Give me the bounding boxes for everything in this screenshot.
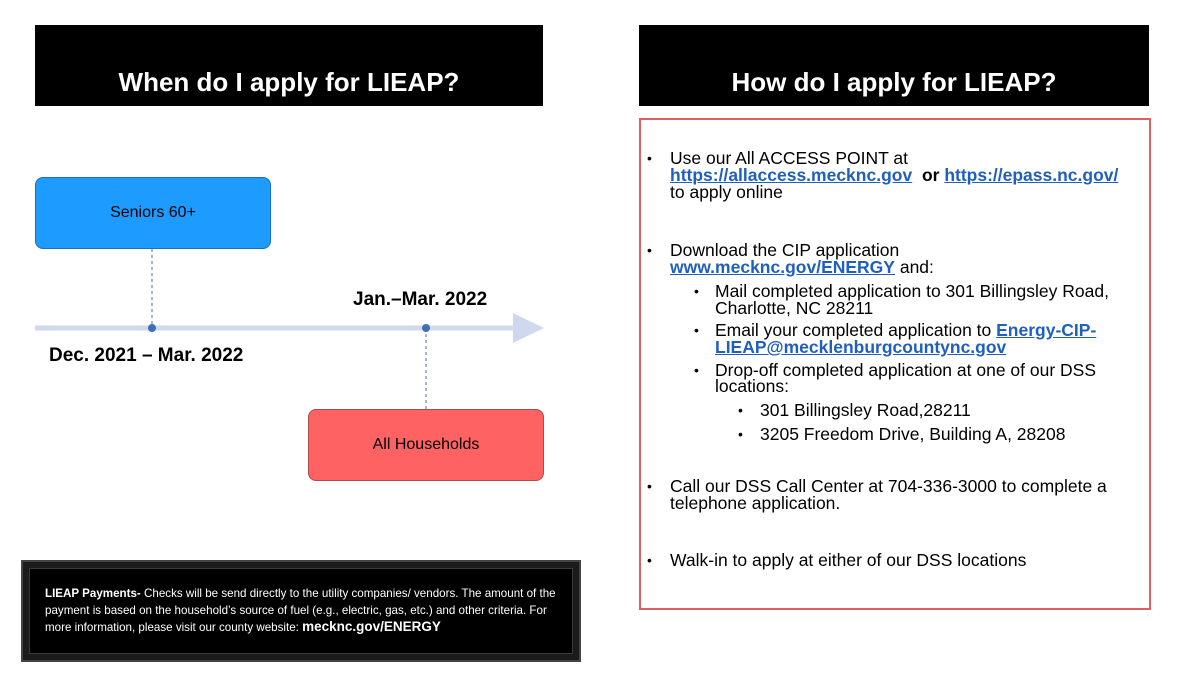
call-line1: Call our DSS Call Center at 704-336-3000 to complete a [670, 476, 1107, 496]
how-apply-header [639, 25, 1149, 106]
seniors-marker [148, 324, 156, 332]
and-label: and: [894, 257, 934, 277]
email-link-part2[interactable]: LIEAP@mecklenburgcountync.gov [715, 337, 1007, 357]
item2-line2 [670, 259, 934, 277]
email-line2 [715, 339, 1006, 357]
seniors-box [35, 177, 271, 249]
all-households-label: All Households [372, 436, 480, 453]
location-2: 3205 Freedom Drive, Building A, 28208 [760, 424, 1066, 444]
payments-website-link[interactable]: mecknc.gov/ENERGY [302, 619, 441, 634]
allaccess-link[interactable]: https://allaccess.mecknc.gov [670, 165, 913, 185]
walkin-line: Walk-in to apply at either of our DSS locations [670, 550, 1027, 570]
payments-body: Checks will be send directly to the utility companies/ vendors. The amount of the payment is based on the household’s source of fuel (e.g., electric, gas, etc.) and other criteria. For more information, please visit our county website: [45, 587, 556, 634]
dropoff-line2: locations: [715, 376, 789, 396]
bullet-icon: • [647, 478, 652, 494]
payments-title: LIEAP Payments- [45, 587, 141, 600]
item1-line3: to apply online [670, 182, 783, 202]
payments-info-box [21, 560, 581, 662]
call-line2: telephone application. [670, 493, 841, 513]
date-range-all: Jan.–Mar. 2022 [353, 289, 488, 310]
email-link-part1[interactable]: Energy-CIP- [996, 320, 1097, 340]
energy-link[interactable]: www.mecknc.gov/ENERGY [670, 257, 895, 277]
or-label: or [921, 165, 940, 185]
bullet-icon: • [694, 362, 699, 378]
payments-text [45, 586, 565, 637]
bullet-icon: • [738, 402, 743, 418]
bullet-icon: • [647, 552, 652, 568]
bullet-icon: • [694, 283, 699, 299]
item2-line1: Download the CIP application [670, 240, 900, 260]
mail-line2: Charlotte, NC 28211 [715, 298, 874, 318]
all-marker [422, 324, 430, 332]
location-1: 301 Billingsley Road,28211 [760, 400, 971, 420]
bullet-icon: • [694, 322, 699, 338]
item1-line1: Use our All ACCESS POINT at [670, 148, 908, 168]
date-range-seniors: Dec. 2021 – Mar. 2022 [49, 345, 244, 366]
bullet-icon: • [647, 242, 652, 258]
email-text: Email your completed application to [715, 320, 997, 340]
all-households-box [308, 409, 544, 481]
epass-link[interactable]: https://epass.nc.gov/ [944, 165, 1119, 185]
when-apply-title: When do I apply for LIEAP? [118, 67, 460, 97]
mail-line1: Mail completed application to 301 Billingsley Road, [715, 281, 1109, 301]
dropoff-line1: Drop-off completed application at one of our DSS [715, 360, 1097, 380]
bullet-icon: • [647, 150, 652, 166]
how-apply-title: How do I apply for LIEAP? [731, 67, 1057, 97]
arrow-icon [513, 313, 544, 343]
seniors-label: Seniors 60+ [110, 204, 196, 221]
bullet-icon: • [738, 426, 743, 442]
